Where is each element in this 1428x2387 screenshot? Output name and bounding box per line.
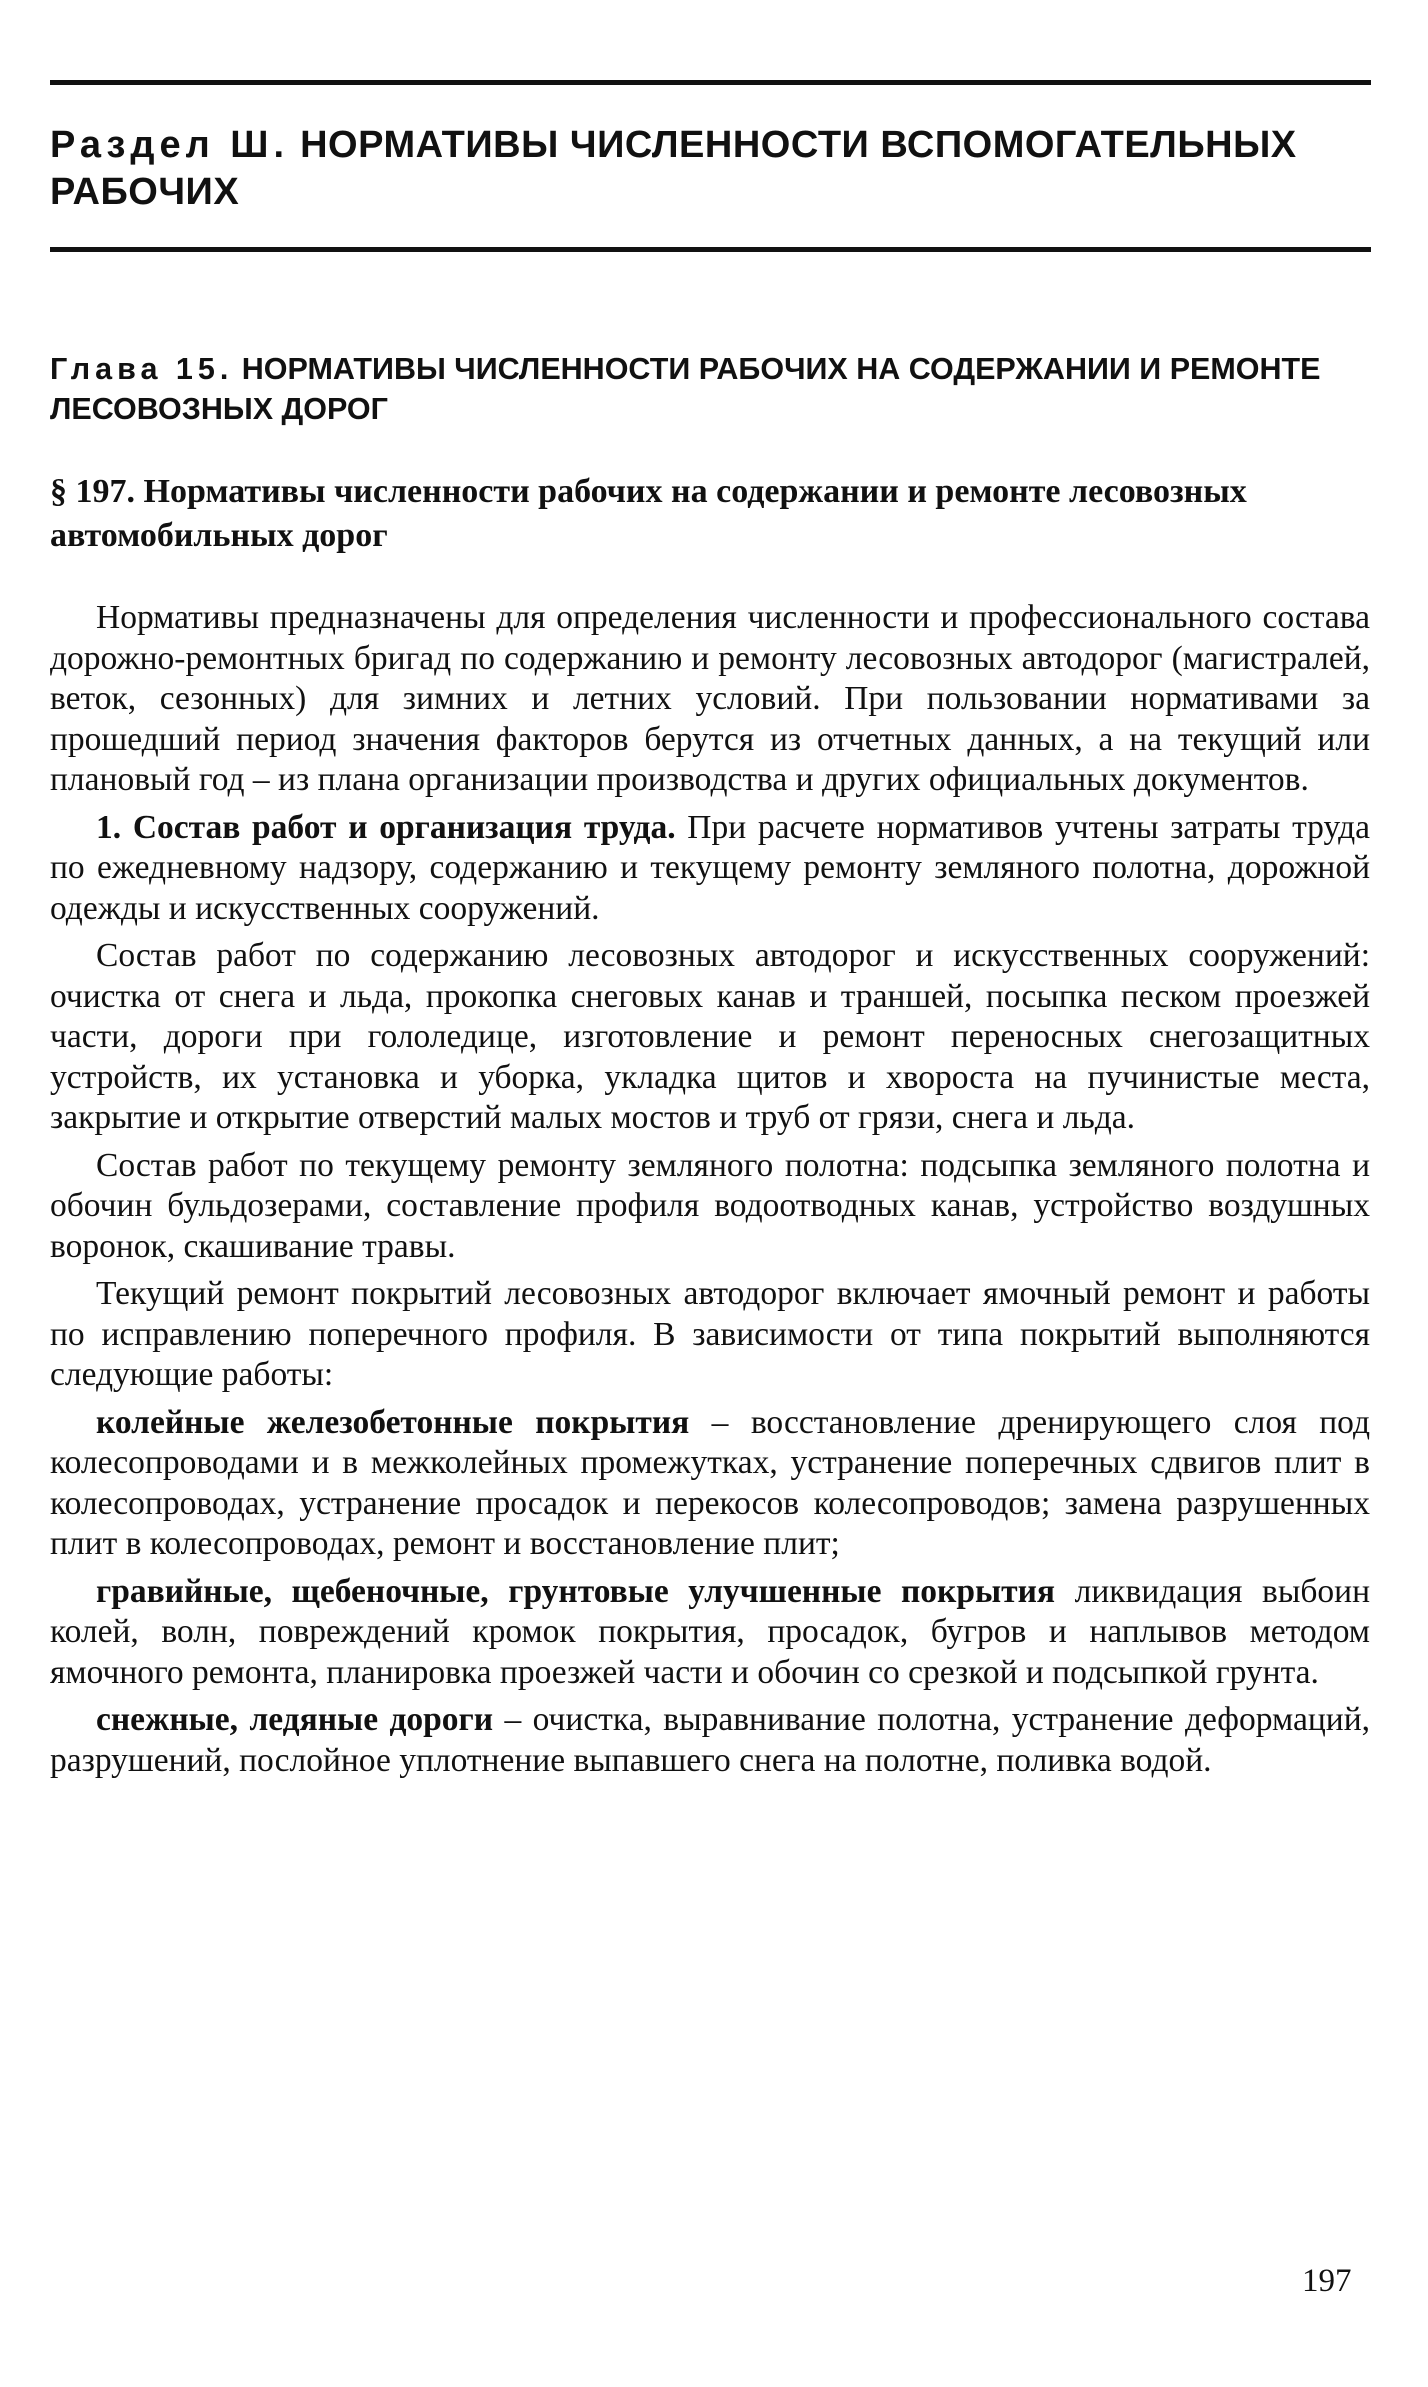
chapter-label: Глава 15.: [50, 352, 234, 386]
body-text: [50, 598, 1370, 1788]
section-title: НОРМАТИВЫ ЧИСЛЕННОСТИ ВСПОМОГАТЕЛЬНЫХ РАБОЧИХ: [50, 124, 1297, 213]
chapter-title: НОРМАТИВЫ ЧИСЛЕННОСТИ РАБОЧИХ НА СОДЕРЖАНИИ И РЕМОНТЕ ЛЕСОВОЗНЫХ ДОРОГ: [50, 352, 1321, 426]
paragraph-7-lead: гравийные, щебеночные, грунтовые улучшенные покрытия: [96, 1572, 1056, 1610]
paragraph-3: Состав работ по содержанию лесовозных автодорог и искусственных сооружений: очистка от снега и льда, прокопка снеговых канав и траншей, посыпка песком проезжей части, дороги при гололедице, изготовление и ремонт переносных снегозащитных устройств, их установка и уборка, укладка щитов и хвороста на пучинистые места, закрытие и открытие отверстий малых мостов и труб от грязи, снега и льда.: [50, 937, 1370, 1136]
paragraph-8-text: – очистка, выравнивание полотна, устранение деформаций, разрушений, послойное уплотнение выпавшего снега на полотне, поливка водой.: [50, 1701, 1370, 1779]
paragraph-6-lead: колейные железобетонные покрытия: [96, 1403, 690, 1441]
paragraph-5: Текущий ремонт покрытий лесовозных автодорог включает ямочный ремонт и работы по исправлению поперечного профиля. В зависимости от типа покрытий выполняются следующие работы:: [50, 1275, 1370, 1393]
paragraph-heading: § 197. Нормативы численности рабочих на содержании и ремонте лесовозных автомобильных дорог: [50, 473, 1247, 554]
paragraph-6: [50, 1403, 1370, 1565]
paragraph-2: [50, 808, 1370, 930]
page-number: 197: [1302, 2263, 1352, 2299]
paragraph-7-text: ликвидация выбоин колей, волн, повреждений кромок покрытия, просадок, бугров и наплывов методом ямочного ремонта, планировка проезжей части и обочин со срезкой и подсыпкой грунта.: [50, 1572, 1370, 1691]
chapter-heading: [50, 349, 1370, 429]
paragraph-2-lead: 1. Состав работ и организация труда.: [96, 808, 676, 846]
paragraph-6-text: – восстановление дренирующего слоя под колесопроводами и в межколейных промежутках, устранение поперечных сдвигов плит в колесопроводах, устранение просадок и перекосов колесопроводов; замена разрушенных плит в колесопроводах, ремонт и восстановление плит;: [50, 1403, 1371, 1562]
section-heading: [50, 122, 1370, 216]
bottom-rule: [50, 247, 1371, 252]
paragraph-7: [50, 1572, 1370, 1694]
paragraph-8: [50, 1700, 1370, 1781]
paragraph-2-text: При расчете нормативов учтены затраты труда по ежедневному надзору, содержанию и текущему ремонту земляного полотна, дорожной одежды и искусственных сооружений.: [50, 808, 1370, 927]
paragraph-8-lead: снежные, ледяные дороги: [96, 1701, 494, 1738]
section-label: Раздел Ш.: [50, 124, 290, 166]
paragraph-1: Нормативы предназначены для определения численности и профессионального состава дорожно-ремонтных бригад по содержанию и ремонту лесовозных автодорог (магистралей, веток, сезонных) для зимних и летних условий. При пользовании нормативами за прошедший период значения факторов берутся из отчетных данных, а на текущий или плановый год – из плана организации производства и других официальных документов.: [50, 599, 1370, 798]
top-rule: [50, 80, 1371, 85]
paragraph-4: Состав работ по текущему ремонту земляного полотна: подсыпка земляного полотна и обочин бульдозерами, составление профиля водоотводных канав, устройство воздушных воронок, скашивание травы.: [50, 1146, 1370, 1265]
